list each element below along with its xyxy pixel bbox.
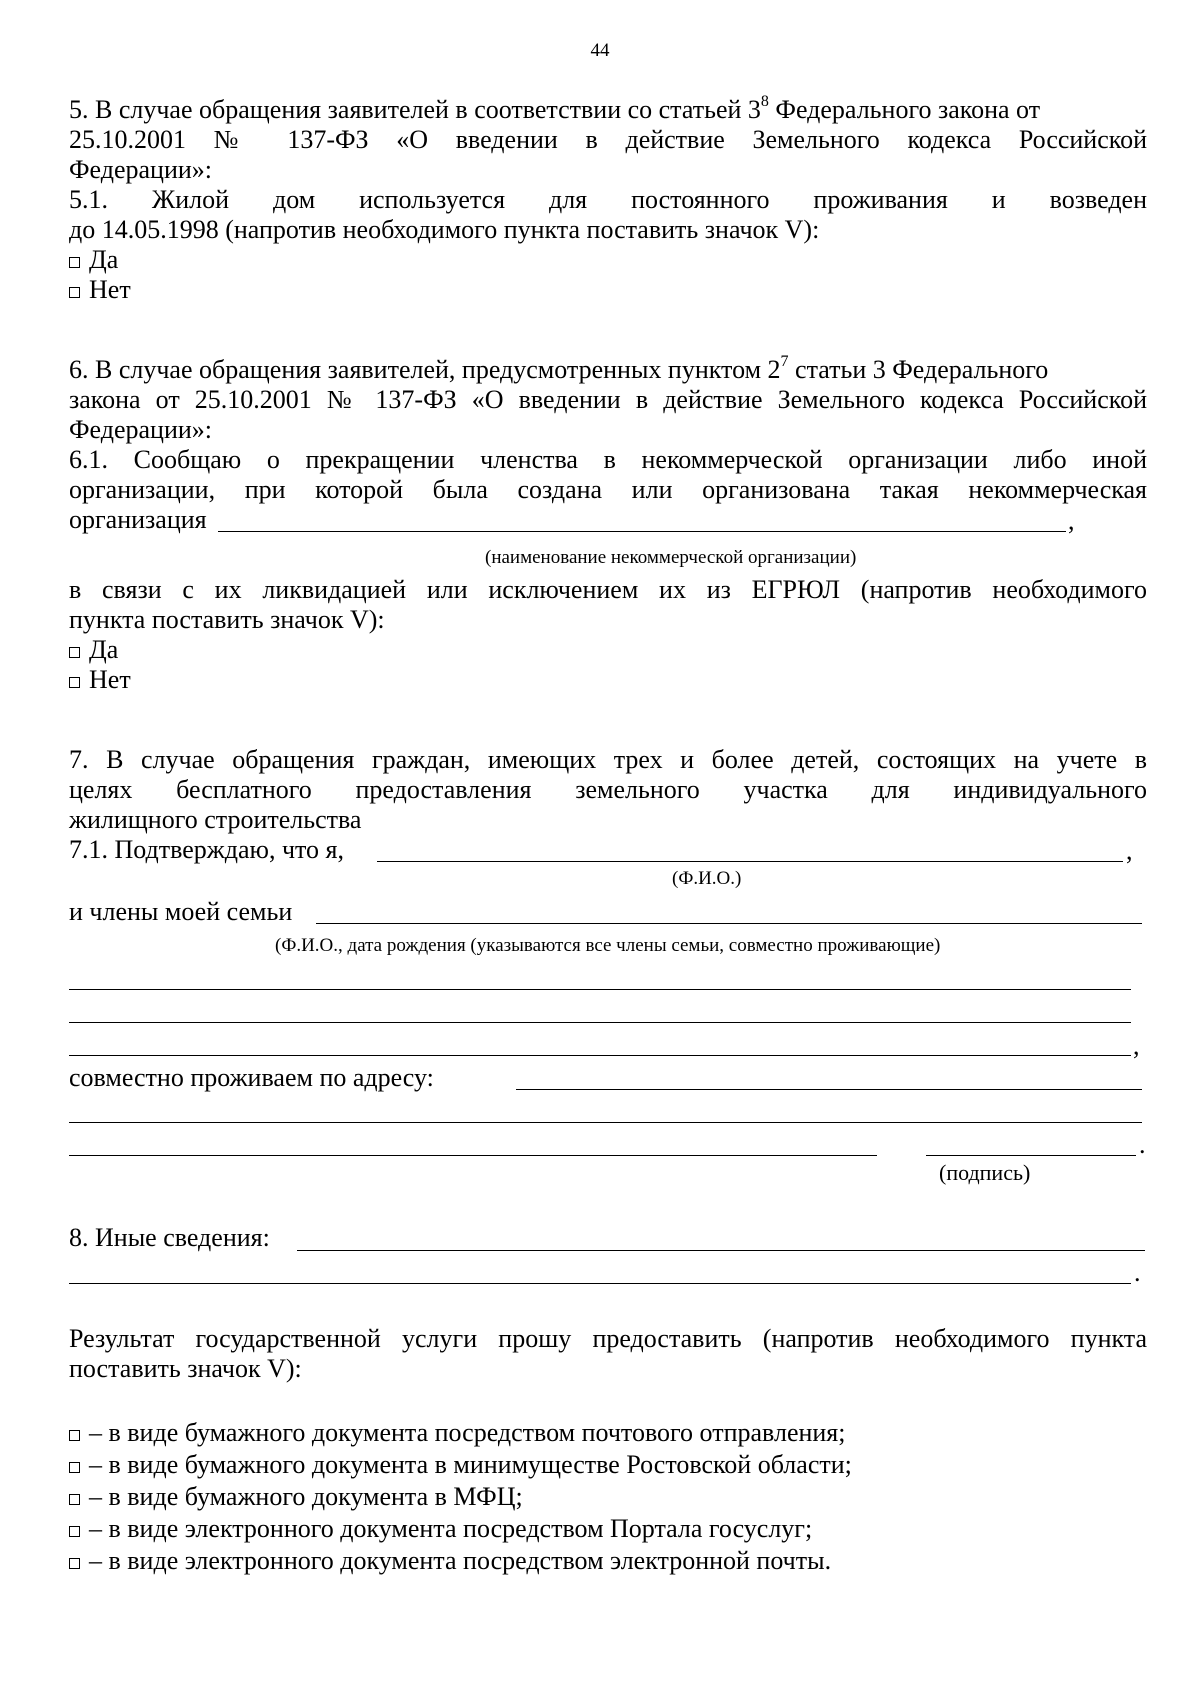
s5-option-no[interactable] bbox=[69, 275, 131, 305]
family-comma: , bbox=[1133, 1031, 1140, 1060]
signature-dot: . bbox=[1139, 1130, 1146, 1159]
s5-line-1 bbox=[69, 95, 1147, 125]
signature-field[interactable] bbox=[926, 1155, 1136, 1156]
result-line-2: поставить значок V): bbox=[69, 1354, 302, 1383]
s6-no-label: Нет bbox=[89, 665, 131, 694]
s6-org-label: организация bbox=[69, 505, 207, 534]
result-post-label: – в виде бумажного документа посредством почтового отправления; bbox=[89, 1418, 846, 1447]
family-field-line-4[interactable] bbox=[69, 1055, 1131, 1056]
s7-family-label: и члены моей семьи bbox=[69, 897, 293, 926]
result-portal-label: – в виде электронного документа посредством Портала госуслуг; bbox=[89, 1514, 813, 1543]
result-option-ministry[interactable] bbox=[69, 1450, 852, 1480]
s6-superscript: 7 bbox=[780, 353, 789, 370]
s5-option-yes[interactable] bbox=[69, 245, 118, 275]
result-ministry-label: – в виде бумажного документа в минимуществе Ростовской области; bbox=[89, 1450, 852, 1479]
result-email-label: – в виде электронного документа посредством электронной почты. bbox=[89, 1546, 832, 1575]
s7-address-label: совместно проживаем по адресу: bbox=[69, 1063, 434, 1092]
s5-line-1-text: 5. В случае обращения заявителей в соответствии со статьей 3 bbox=[69, 95, 761, 124]
result-option-post[interactable] bbox=[69, 1418, 846, 1448]
s6-line-1 bbox=[69, 355, 1147, 385]
s5-yes-label: Да bbox=[89, 245, 119, 274]
s5-no-checkbox[interactable] bbox=[69, 287, 80, 298]
s6-line-1-text: 6. В случае обращения заявителей, предусмотренных пунктом 2 bbox=[69, 355, 781, 384]
s6-line-7: в связи с их ликвидацией или исключением их из ЕГРЮЛ (напротив необходимого bbox=[69, 575, 1147, 604]
other-info-field[interactable] bbox=[297, 1250, 1145, 1251]
s6-line-1-end: статьи 3 Федерального bbox=[788, 355, 1049, 384]
fio-comma: , bbox=[1126, 836, 1133, 865]
s7-line-2: целях бесплатного предоставления земельного участка для индивидуального bbox=[69, 775, 1147, 804]
s5-yes-checkbox[interactable] bbox=[69, 257, 80, 268]
s6-line-2: закона от 25.10.2001 № 137-ФЗ «О введении в действие Земельного кодекса Российской bbox=[69, 385, 1147, 414]
result-line-1: Результат государственной услуги прошу предоставить (напротив необходимого пункта bbox=[69, 1324, 1147, 1353]
page-number: 44 bbox=[590, 40, 610, 61]
org-name-field[interactable] bbox=[218, 531, 1066, 532]
s6-yes-label: Да bbox=[89, 635, 119, 664]
s5-superscript: 8 bbox=[760, 93, 769, 110]
s7-line-3: жилищного строительства bbox=[69, 805, 362, 834]
s6-line-4: 6.1. Сообщаю о прекращении членства в некоммерческой организации либо иной bbox=[69, 445, 1147, 474]
s7-line-1: 7. В случае обращения граждан, имеющих трех и более детей, состоящих на учете в bbox=[69, 745, 1147, 774]
result-email-checkbox[interactable] bbox=[69, 1558, 80, 1569]
family-caption: (Ф.И.О., дата рождения (указываются все члены семьи, совместно проживающие) bbox=[275, 935, 941, 956]
signature-caption: (подпись) bbox=[939, 1160, 1031, 1185]
s5-no-label: Нет bbox=[89, 275, 131, 304]
s5-line-1-end: Федерального закона от bbox=[768, 95, 1041, 124]
result-post-checkbox[interactable] bbox=[69, 1430, 80, 1441]
s5-line-2: 25.10.2001 № 137-ФЗ «О введении в действие Земельного кодекса Российской bbox=[69, 125, 1147, 154]
s6-option-yes[interactable] bbox=[69, 635, 118, 665]
s6-line-3: Федерации»: bbox=[69, 415, 213, 444]
result-mfc-checkbox[interactable] bbox=[69, 1494, 80, 1505]
address-field-line-2[interactable] bbox=[69, 1122, 1142, 1123]
other-info-dot: . bbox=[1134, 1258, 1141, 1287]
s6-line-5: организации, при которой была создана или организована такая некоммерческая bbox=[69, 475, 1147, 504]
org-comma: , bbox=[1068, 506, 1075, 535]
result-ministry-checkbox[interactable] bbox=[69, 1462, 80, 1473]
s6-option-no[interactable] bbox=[69, 665, 131, 695]
fio-caption: (Ф.И.О.) bbox=[672, 868, 742, 889]
s5-line-5: до 14.05.1998 (напротив необходимого пункта поставить значок V): bbox=[69, 215, 820, 244]
result-portal-checkbox[interactable] bbox=[69, 1526, 80, 1537]
s8-label: 8. Иные сведения: bbox=[69, 1223, 270, 1252]
result-option-mfc[interactable] bbox=[69, 1482, 523, 1512]
family-field-line-3[interactable] bbox=[69, 1022, 1131, 1023]
org-caption: (наименование некоммерческой организации) bbox=[485, 547, 857, 568]
fio-field[interactable] bbox=[377, 861, 1123, 862]
family-field[interactable] bbox=[316, 923, 1142, 924]
s5-line-4: 5.1. Жилой дом используется для постоянного проживания и возведен bbox=[69, 185, 1147, 214]
s6-line-8: пункта поставить значок V): bbox=[69, 605, 385, 634]
family-field-line-2[interactable] bbox=[69, 989, 1131, 990]
result-mfc-label: – в виде бумажного документа в МФЦ; bbox=[89, 1482, 523, 1511]
s5-line-3: Федерации»: bbox=[69, 155, 213, 184]
result-option-portal[interactable] bbox=[69, 1514, 812, 1544]
s6-yes-checkbox[interactable] bbox=[69, 647, 80, 658]
address-field-line-3[interactable] bbox=[69, 1155, 877, 1156]
address-field[interactable] bbox=[516, 1089, 1142, 1090]
s6-no-checkbox[interactable] bbox=[69, 677, 80, 688]
s7-confirm-label: 7.1. Подтверждаю, что я, bbox=[69, 835, 344, 864]
other-info-field-line-2[interactable] bbox=[69, 1283, 1131, 1284]
result-option-email[interactable] bbox=[69, 1546, 831, 1576]
